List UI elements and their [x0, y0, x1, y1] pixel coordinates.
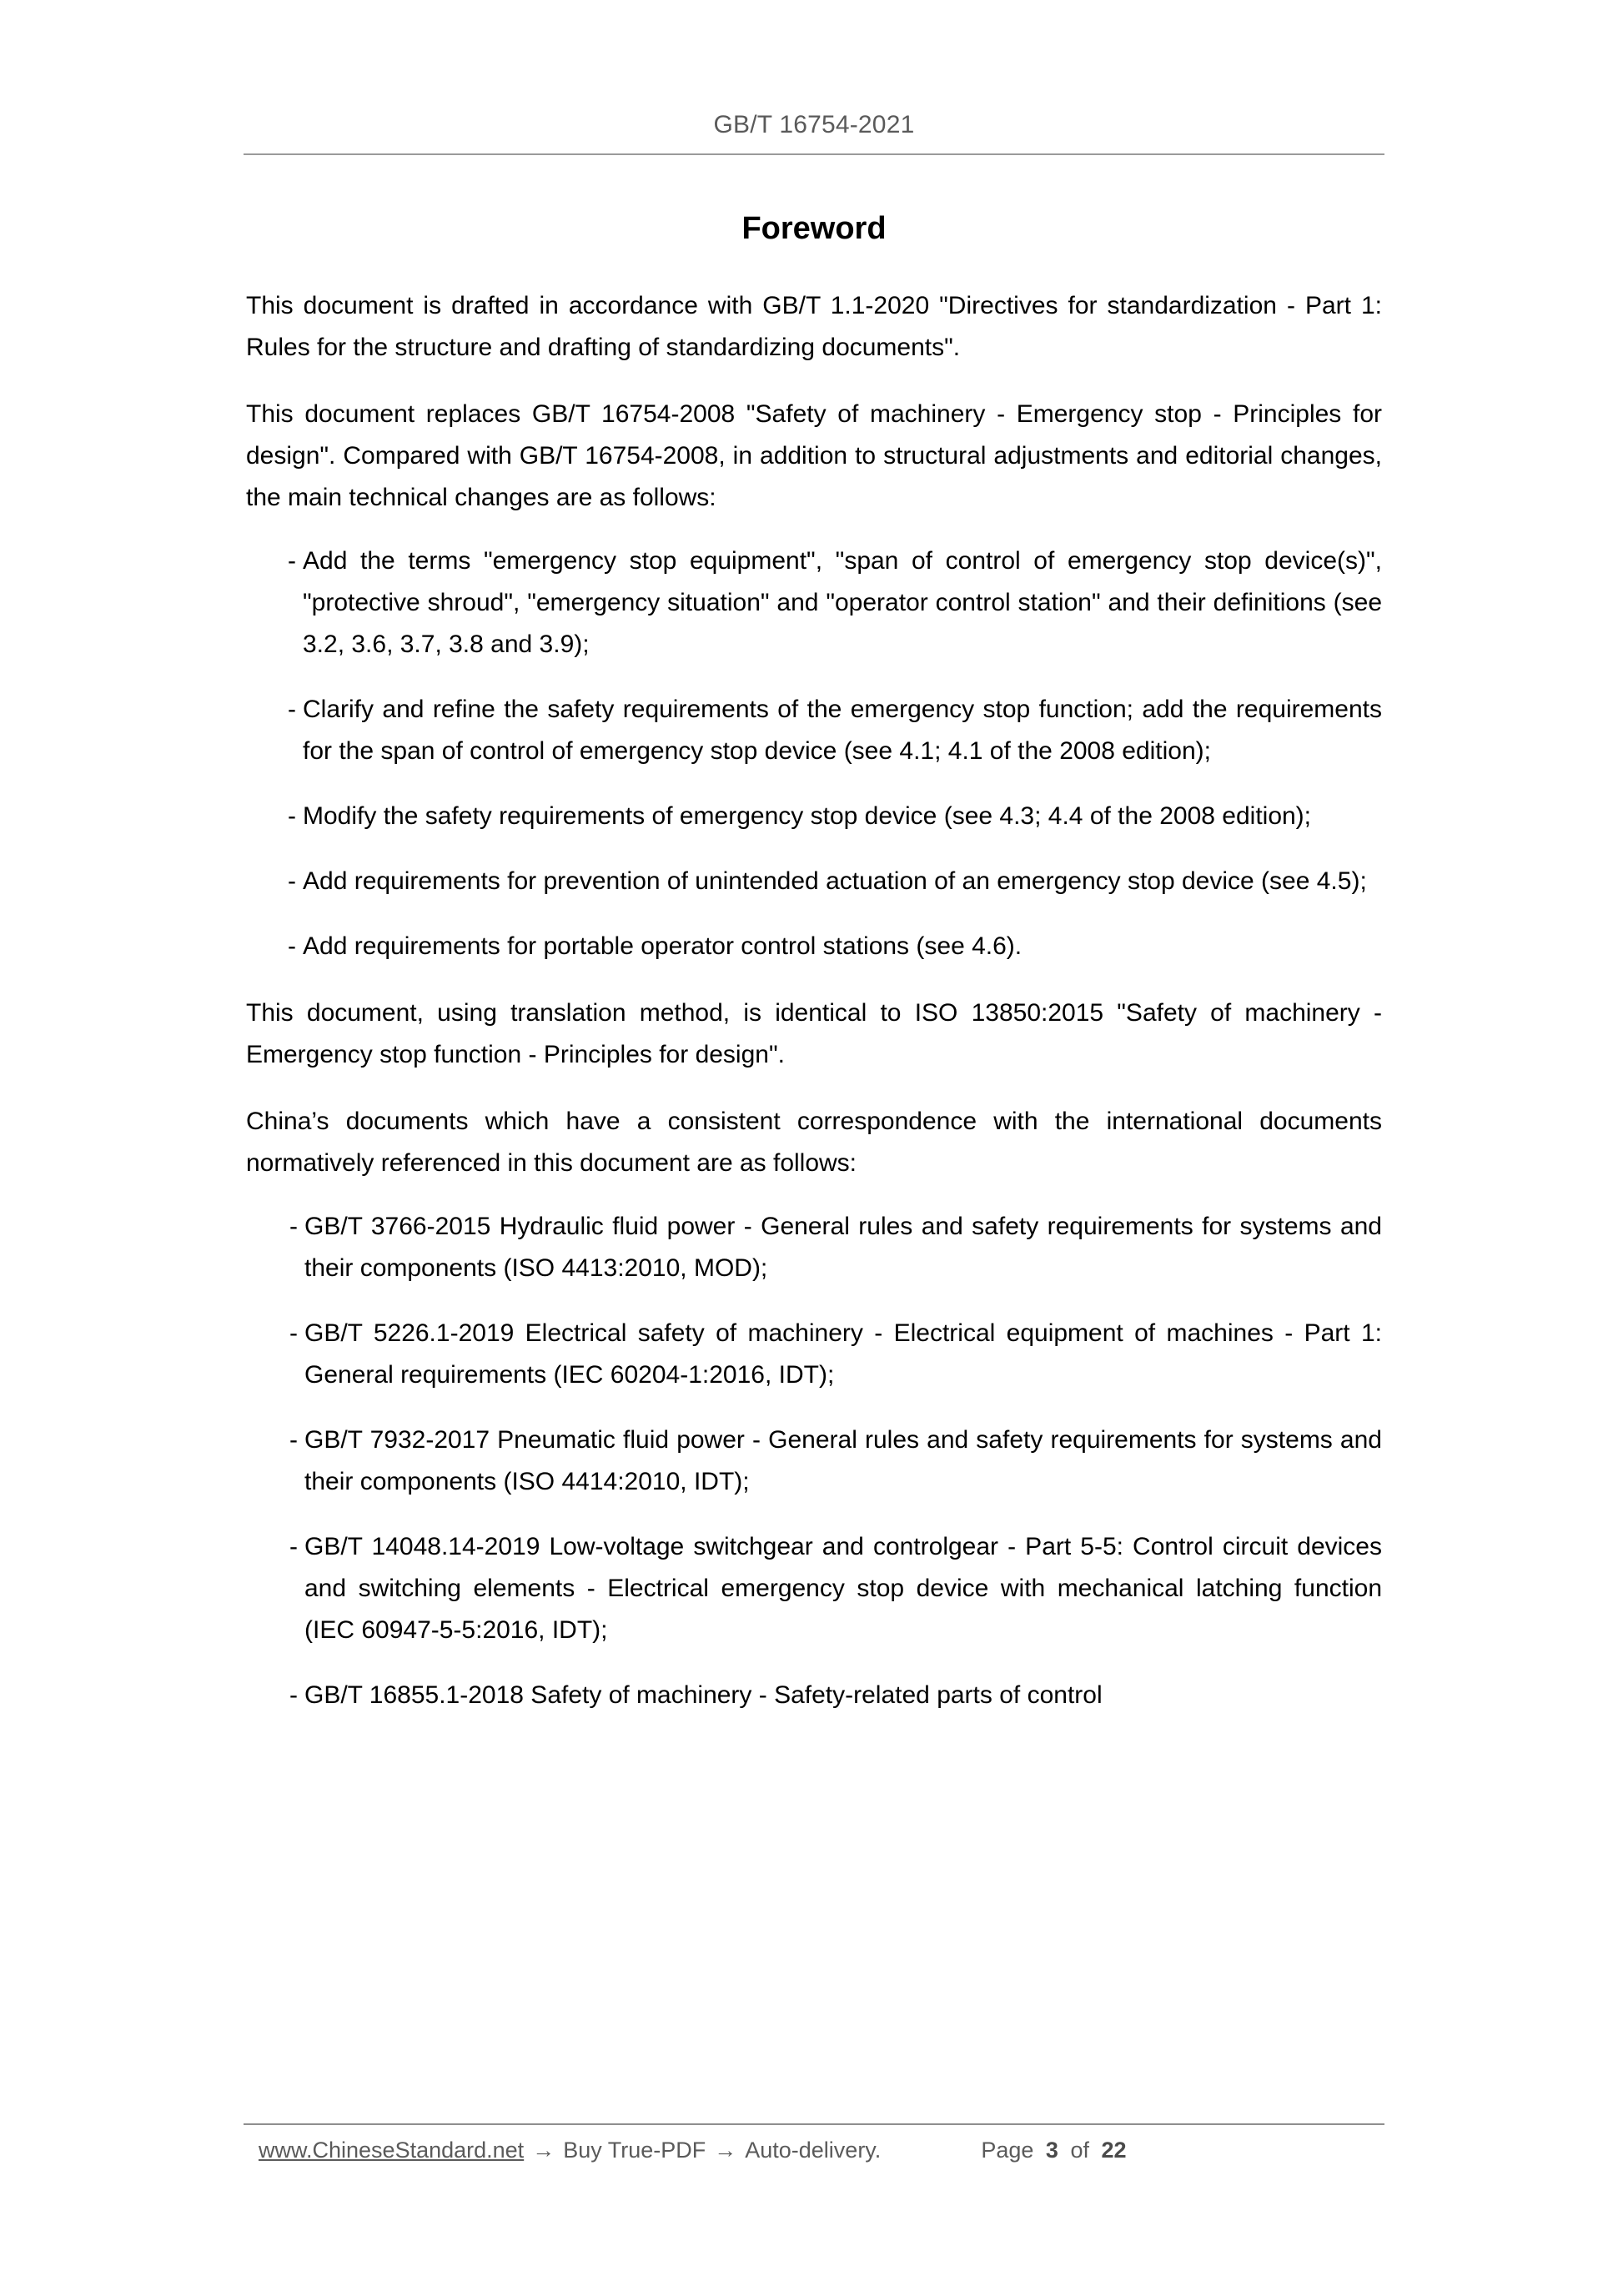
header-standard-code: GB/T 16754-2021	[713, 111, 915, 138]
page-footer	[244, 2123, 1384, 2163]
dash-marker: -	[289, 1425, 298, 1454]
list-item-text: Add requirements for prevention of unintended actuation of an emergency stop device (see 4.5);	[303, 867, 1367, 895]
page-word: Page	[981, 2138, 1034, 2163]
footer-website-link[interactable]: www.ChineseStandard.net	[259, 2138, 525, 2163]
list-item	[246, 1675, 1382, 1716]
list-item	[246, 540, 1382, 666]
dash-marker: -	[289, 1681, 298, 1709]
page-of-word: of	[1070, 2138, 1089, 2163]
list-item-text: GB/T 16855.1-2018 Safety of machinery - Safety-related parts of control	[304, 1681, 1103, 1709]
list-item	[246, 689, 1382, 772]
technical-changes-list	[246, 540, 1382, 967]
paragraph-corresponding-documents: China’s documents which have a consistent correspondence with the international documents normatively referenced in this document are as follows:	[246, 1107, 1382, 1177]
list-item	[246, 1313, 1382, 1396]
page-current-number: 3	[1045, 2138, 1058, 2163]
list-item-text: GB/T 7932-2017 Pneumatic fluid power - General rules and safety requirements for systems and their components (ISO 4414:2010, IDT);	[304, 1425, 1382, 1495]
footer-buy-label: Buy True-PDF	[563, 2138, 706, 2163]
list-item	[246, 926, 1382, 967]
dash-marker: -	[289, 1319, 298, 1347]
arrow-right-icon: →	[714, 2138, 737, 2163]
list-item-text: Modify the safety requirements of emergency stop device (see 4.3; 4.4 of the 2008 edition);	[303, 801, 1312, 830]
list-item-text: GB/T 3766-2015 Hydraulic fluid power - General rules and safety requirements for systems and their components (ISO 4413:2010, MOD);	[304, 1212, 1382, 1282]
arrow-right-icon: →	[532, 2138, 555, 2163]
dash-marker: -	[288, 932, 296, 960]
footer-delivery-label: Auto-delivery.	[745, 2138, 882, 2163]
paragraph-drafting-basis: This document is drafted in accordance with GB/T 1.1-2020 "Directives for standardization - Part 1: Rules for the structure and drafting of standardizing documents".	[246, 291, 1382, 361]
list-item-text: Clarify and refine the safety requirements of the emergency stop function; add the requirements for the span of control of emergency stop device (see 4.1; 4.1 of the 2008 edition);	[303, 695, 1382, 765]
page-title: Foreword	[741, 211, 887, 246]
dash-marker: -	[288, 546, 296, 575]
list-item-text: GB/T 5226.1-2019 Electrical safety of machinery - Electrical equipment of machines - Part 1: General requirements (IEC 60204-1:2016, IDT);	[304, 1319, 1382, 1389]
list-item	[246, 796, 1382, 837]
dash-marker: -	[288, 801, 296, 830]
page-indicator	[981, 2137, 1132, 2163]
dash-marker: -	[289, 1532, 298, 1560]
paragraph-identical-to-iso: This document, using translation method, is identical to ISO 13850:2015 "Safety of machinery - Emergency stop function - Principles for design".	[246, 998, 1382, 1068]
list-item-text: Add the terms "emergency stop equipment", "span of control of emergency stop device(s)", "protective shroud", "emergency situation" and "operator control station" and their definitions (see 3.2, 3.6, 3.7, 3.8 and 3.9);	[303, 546, 1382, 658]
paragraph-replaces-previous-edition: This document replaces GB/T 16754-2008 "Safety of machinery - Emergency stop - Principles for design". Compared with GB/T 16754-2008, in addition to structural adjustments and editorial changes, the main technical changes are as follows:	[246, 399, 1382, 511]
header-divider	[244, 153, 1384, 155]
page-content	[246, 210, 1382, 1731]
dash-marker: -	[288, 867, 296, 895]
page-header	[244, 110, 1384, 155]
list-item-text: GB/T 14048.14-2019 Low-voltage switchgear and controlgear - Part 5-5: Control circuit devices and switching elements - Electrical emergency stop device with mechanical latching function (IEC 60947-5-5:2016, IDT);	[304, 1532, 1382, 1644]
list-item	[246, 1206, 1382, 1289]
dash-marker: -	[289, 1212, 298, 1240]
list-item	[246, 861, 1382, 902]
normative-references-list	[246, 1206, 1382, 1716]
list-item	[246, 1526, 1382, 1651]
footer-divider	[244, 2123, 1384, 2125]
page-total-number: 22	[1101, 2138, 1127, 2163]
dash-marker: -	[288, 695, 296, 723]
list-item-text: Add requirements for portable operator control stations (see 4.6).	[303, 932, 1023, 960]
footer-row	[244, 2137, 1384, 2163]
list-item	[246, 1419, 1382, 1503]
